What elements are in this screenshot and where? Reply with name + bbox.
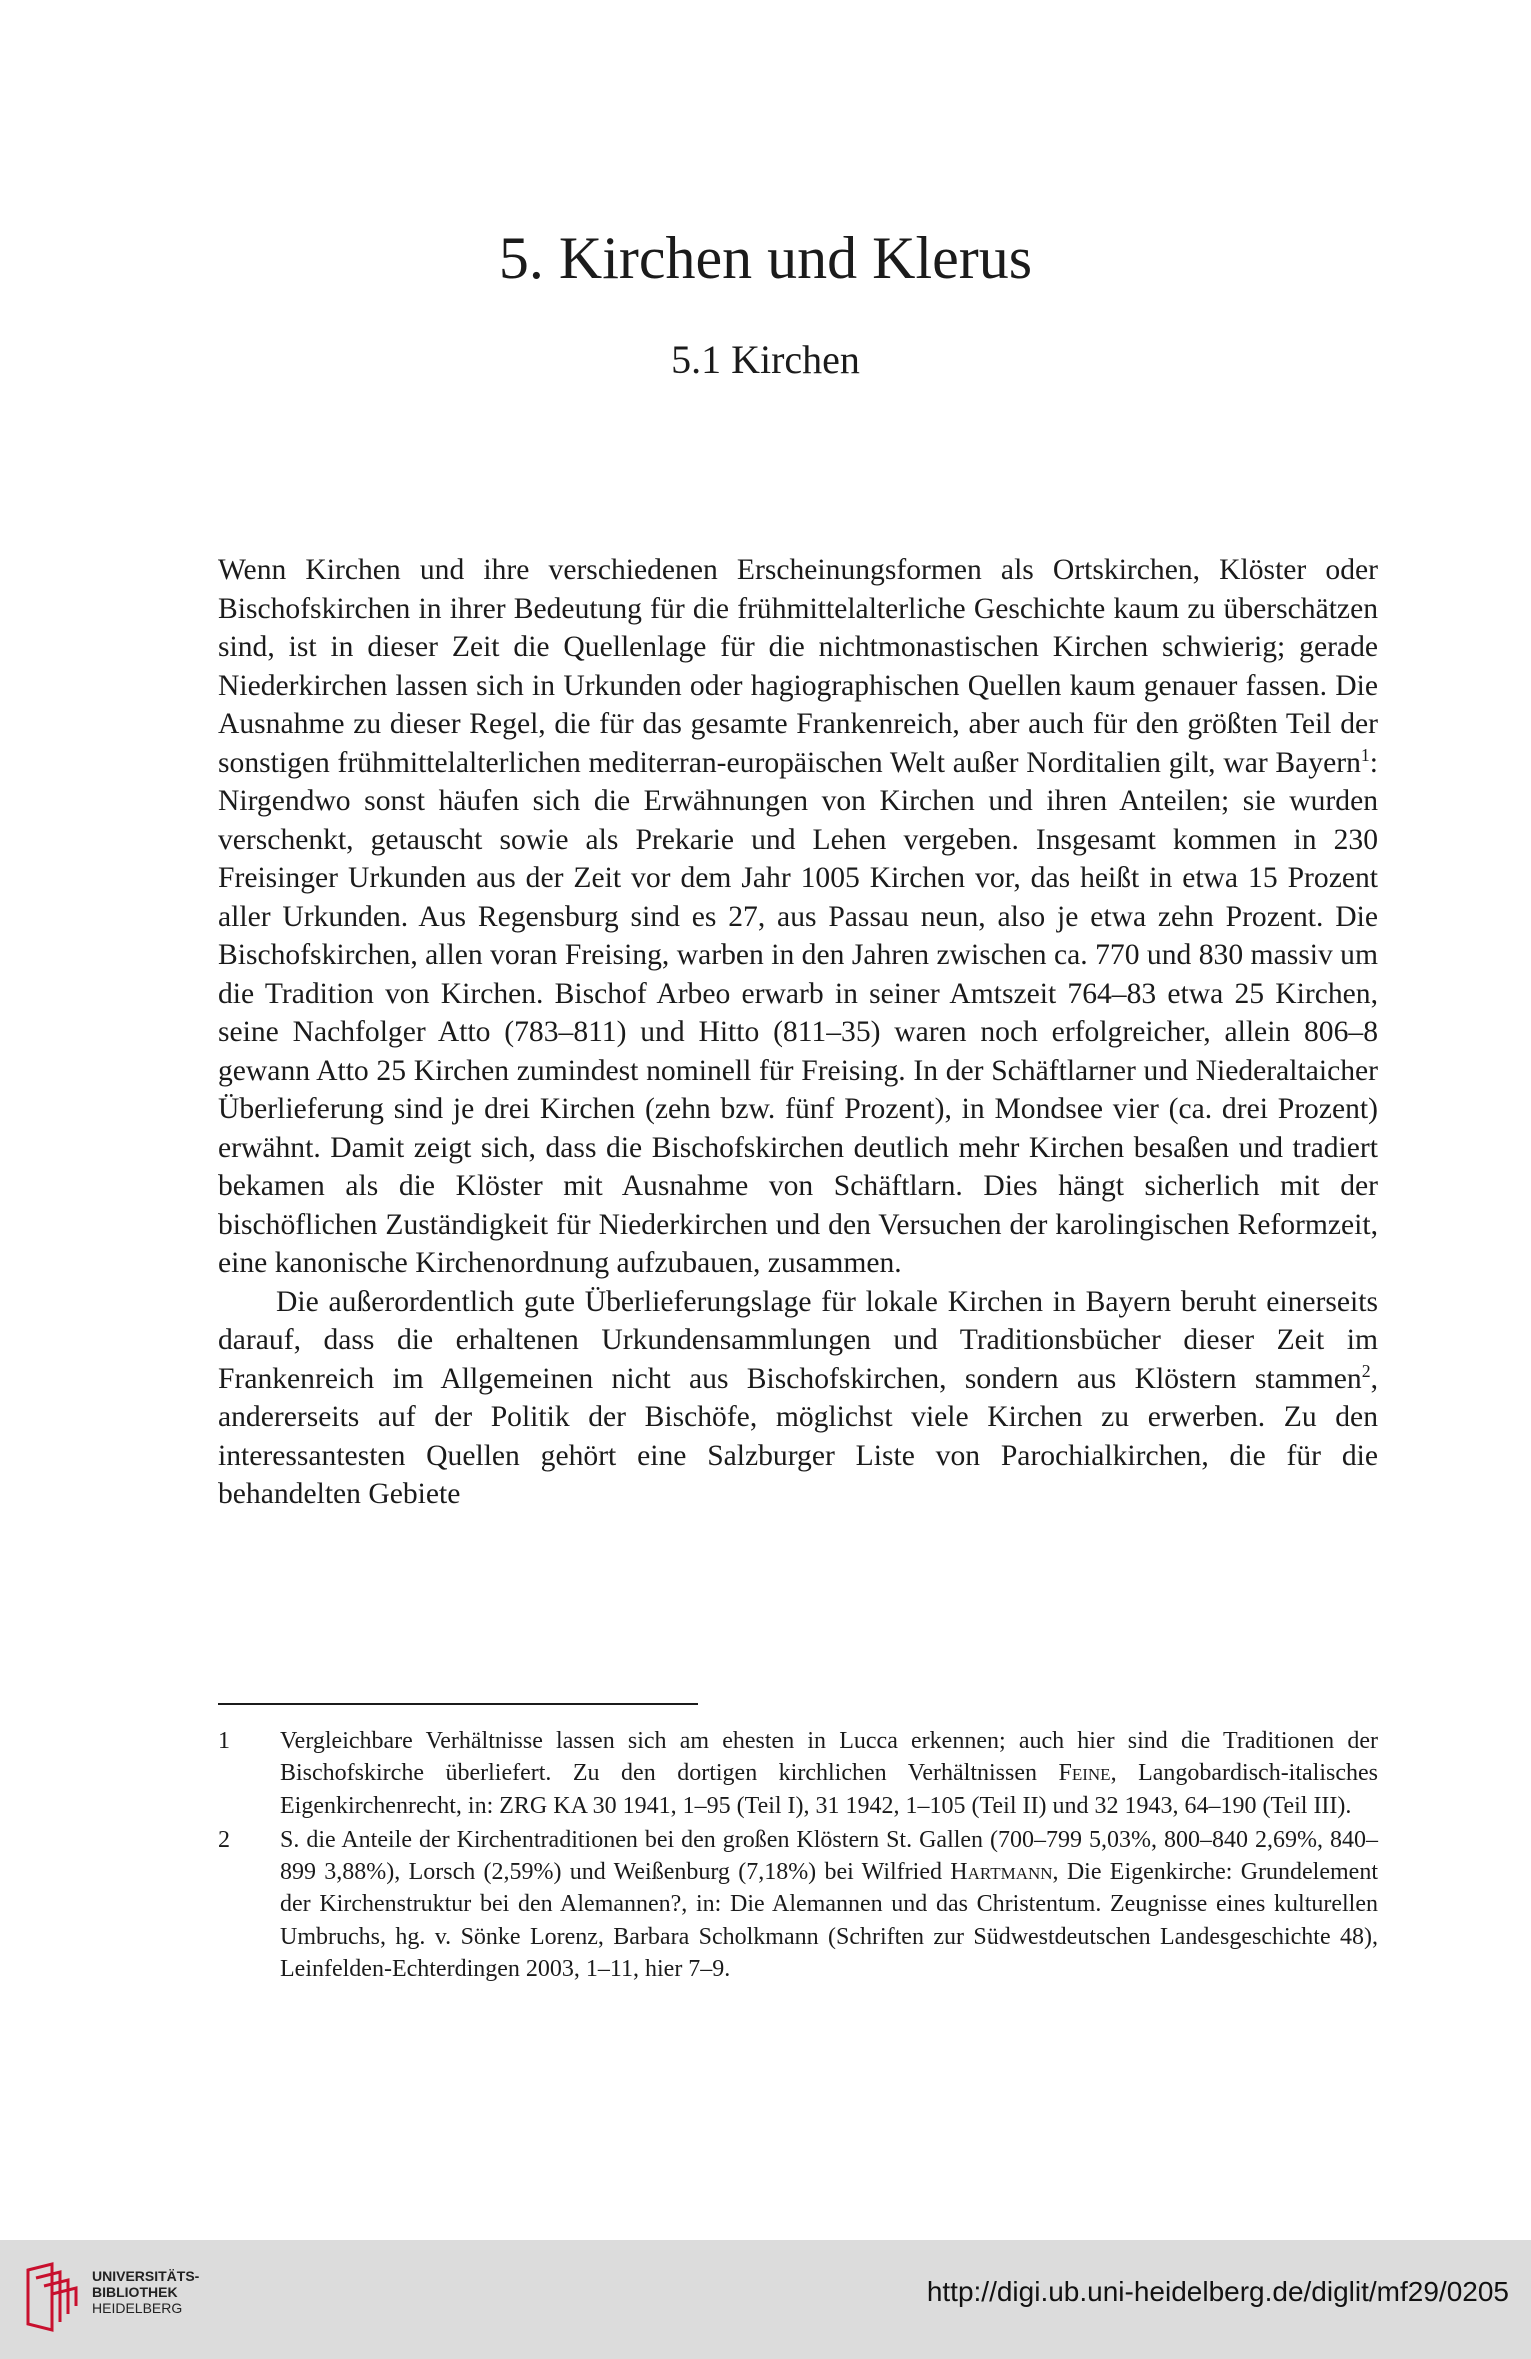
library-name-line-1: UNIVERSITÄTS- xyxy=(92,2268,200,2284)
paragraph-1 xyxy=(218,551,1378,1283)
footnote-text-part-b: , Langobardisch-italisches Eigenkirchenrecht, in: ZRG KA 30 1941, 1–95 (Teil I), 31 1942, 1–105 (Teil II) und 32 1943, 64–190 (Teil III). xyxy=(280,1760,1378,1819)
footnote-number: 2 xyxy=(218,1826,230,1853)
paragraph-1-part-a: Wenn Kirchen und ihre verschiedenen Erscheinungsformen als Ortskirchen, Klöster oder Bischofskirchen in ihrer Bedeutung für die frühmittelalterliche Geschichte kaum zu überschätzen sind, ist in dieser Zeit die Quellenlage für die nichtmonastischen Kirchen schwierig; gerade Niederkirchen lassen sich in Urkunden oder hagiographischen Quellen kaum genauer fassen. Die Ausnahme zu dieser Regel, die für das gesamte Frankenreich, aber auch für den größten Teil der sonstigen frühmittelalterlichen mediterran-europäischen Welt außer Norditalien gilt, war Bayern xyxy=(218,554,1378,779)
footnote-text xyxy=(280,1725,1378,1822)
library-name-line-2: BIBLIOTHEK xyxy=(92,2284,178,2300)
footnotes xyxy=(218,1725,1378,1987)
footnote-text-part-a: Vergleichbare Verhältnisse lassen sich am ehesten in Lucca erkennen; auch hier sind die Traditionen der Bischofskirche überliefert. Zu den dortigen kirchlichen Verhältnissen xyxy=(280,1728,1378,1787)
footer-bar xyxy=(0,2240,1531,2359)
footnote-divider xyxy=(218,1703,698,1705)
footnote-text-part-a: S. die Anteile der Kirchentraditionen bei den großen Klöstern St. Gallen (700–799 5,03%, 800–840 2,69%, 840–899 3,88%), Lorsch (2,59%) und Weißenburg (7,18%) bei Wilfried xyxy=(280,1826,1378,1886)
chapter-title: 5. Kirchen und Klerus xyxy=(498,225,1033,291)
footnote-ref-1[interactable]: 1 xyxy=(1360,744,1370,765)
footnote-1 xyxy=(218,1725,1378,1822)
footnote-ref-2[interactable]: 2 xyxy=(1361,1360,1371,1381)
footnote-author: Feine xyxy=(1058,1760,1111,1787)
footnote-text-part-b: , Die Eigenkirche: Grundelement der Kirchenstruktur bei den Alemannen?, in: Die Alemannen und das Christentum. Zeugnisse eines kulturellen Umbruchs, hg. v. Sönke Lorenz, Barbara Scholkmann (Schriften zur Südwestdeutschen Landesgeschichte 48), Leinfelden-Echterdingen 2003, 1–11, hier 7–9. xyxy=(280,1859,1378,1983)
paragraph-2-part-a: Die außerordentlich gute Überlieferungslage für lokale Kirchen in Bayern beruht einerseits darauf, dass die erhaltenen Urkundensammlungen und Traditionsbücher dieser Zeit im Frankenreich im Allgemeinen nicht aus Bischofskirchen, sondern aus Klöstern stammen xyxy=(218,1285,1378,1395)
footnote-2 xyxy=(218,1824,1378,1985)
footnote-number: 1 xyxy=(218,1728,230,1754)
paragraph-1-part-b: : Nirgendwo sonst häufen sich die Erwähnungen von Kirchen und ihren Anteilen; sie wurden verschenkt, getauscht sowie als Prekarie und Lehen vergeben. Insgesamt kommen in 230 Freisinger Urkunden aus der Zeit vor dem Jahr 1005 Kirchen vor, das heißt in etwa 15 Prozent aller Urkunden. Aus Regensburg sind es 27, aus Passau neun, also je etwa zehn Prozent. Die Bischofskirchen, allen voran Freising, warben in den Jahren zwischen ca. 770 und 830 massiv um die Tradition von Kirchen. Bischof Arbeo erwarb in seiner Amtszeit 764–83 etwa 25 Kirchen, seine Nachfolger Atto (783–811) und Hitto (811–35) waren noch erfolgreicher, allein 806–8 gewann Atto 25 Kirchen zumindest nominell für Freising. In der Schäftlarner und Niederaltaicher Überlieferung sind je drei Kirchen (zehn bzw. fünf Prozent), in Mondsee vier (ca. drei Prozent) erwähnt. Damit zeigt sich, dass die Bischofskirchen deutlich mehr Kirchen besaßen und tradiert bekamen als die Klöster mit Ausnahme von Schäftlarn. Dies hängt sicherlich mit der bischöflichen Zuständigkeit für Niederkirchen und den Versuchen der karolingischen Reformzeit, eine kanonische Kirchenordnung aufzubauen, zusammen. xyxy=(218,746,1378,1279)
section-title: 5.1 Kirchen xyxy=(671,337,860,382)
body-text xyxy=(218,551,1378,1514)
footnote-text xyxy=(280,1824,1378,1985)
paragraph-2-part-b: , andererseits auf der Politik der Bischöfe, möglichst viele Kirchen zu erwerben. Zu den interessantesten Quellen gehört eine Salzburger Liste von Parochialkirchen, die für die behandelten Gebiete xyxy=(218,1362,1378,1510)
source-url-link[interactable]: http://digi.ub.uni-heidelberg.de/diglit/mf29/0205 xyxy=(926,2276,1509,2307)
paragraph-2 xyxy=(218,1283,1378,1514)
library-name xyxy=(92,2268,199,2316)
footnote-author: Hartmann xyxy=(950,1859,1053,1886)
library-name-line-3: HEIDELBERG xyxy=(92,2300,183,2316)
library-logo-icon xyxy=(22,2260,86,2336)
